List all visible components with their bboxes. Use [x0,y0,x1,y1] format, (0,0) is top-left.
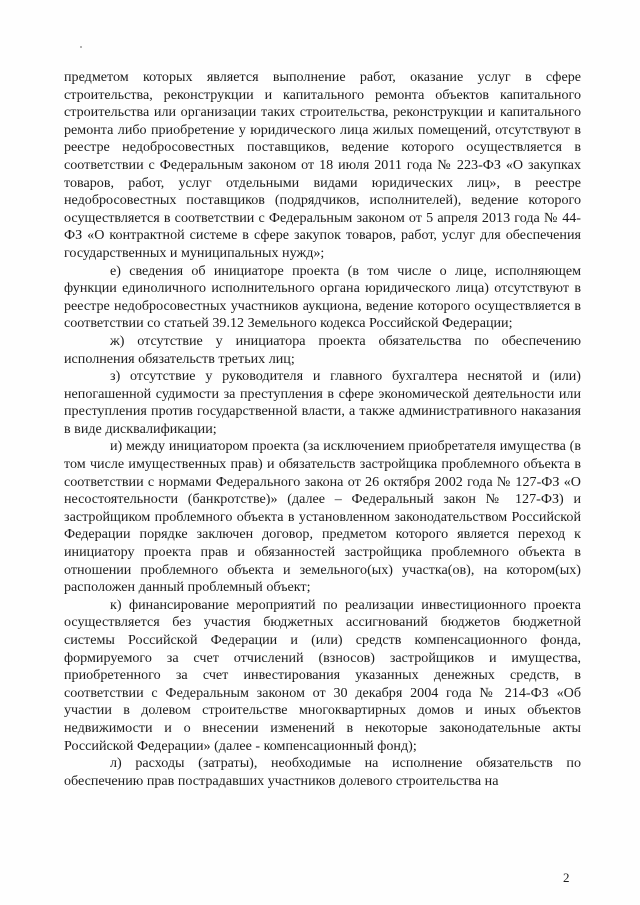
paragraph-continuation: предметом которых является выполнение работ, оказание услуг в сфере строительства, реконструкции и капитального ремонта объектов капитального строительства или организации таких строительства, реконструкции и капитального ремонта либо приобретение у юридического лица жилых помещений, отсутствуют в реестре недобросовестных поставщиков, ведение которого осуществляется в соответствии с Федеральным законом от 18 июля 2011 года № 223-ФЗ «О закупках товаров, работ, услуг отдельными видами юридических лиц», в реестре недобросовестных поставщиков (подрядчиков, исполнителей), ведение которого осуществляется в соответствии с Федеральным законом от 5 апреля 2013 года № 44-ФЗ «О контрактной системе в сфере закупок товаров, работ, услуг для обеспечения государственных и муниципальных нужд»; [64,69,581,261]
page-number: 2 [563,870,570,885]
paragraph-item-zh: ж) отсутствие у инициатора проекта обязательства по обеспечению исполнения обязательств третьих лиц; [64,332,581,367]
document-body [64,69,581,790]
paragraph-item-l: л) расходы (затраты), необходимые на исполнение обязательств по обеспечению прав пострадавших участников долевого строительства на [64,755,581,789]
paragraph-item-i: и) между инициатором проекта (за исключением приобретателя имущества (в том числе имущественных прав) и обязательств застройщика проблемного объекта в соответствии с нормами Федерального закона от 26 октября 2002 года № 127-ФЗ «О несостоятельности (банкротстве)» (далее – Федеральный закон № 127-ФЗ) и застройщиком проблемного объекта в установленном законодательством Российской Федерации порядке заключен договор, предметом которого является переход к инициатору проекта прав и обязанностей застройщика проблемного объекта в отношении проблемного объекта и земельного(ых) участка(ов), на котором(ых) расположен данный проблемный объект; [64,438,581,596]
scan-speck [80,46,82,48]
paragraph-item-e: е) сведения об инициаторе проекта (в том числе о лице, исполняющем функции единоличного исполнительного органа юридического лица) отсутствуют в реестре недобросовестных участников аукциона, ведение которого осуществляется в соответствии со статьей 39.12 Земельного кодекса Российской Федерации; [64,262,581,332]
paragraph-item-z: з) отсутствие у руководителя и главного бухгалтера неснятой и (или) непогашенной судимости за преступления в сфере экономической деятельности или преступления против государственной власти, а также административного наказания в виде дисквалификации; [64,368,581,437]
paragraph-item-k: к) финансирование мероприятий по реализации инвестиционного проекта осуществляется без участия бюджетных ассигнований бюджетов бюджетной системы Российской Федерации и (или) средств компенсационного фонда, формируемого за счет отчислений (взносов) застройщиков и имущества, приобретенного за счет инвестирования указанных денежных средств, в соответствии с Федеральным законом от 30 декабря 2004 года № 214-ФЗ «Об участии в долевом строительстве многоквартирных домов и иных объектов недвижимости и о внесении изменений в некоторые законодательные акты Российской Федерации» (далее - компенсационный фонд); [64,596,581,754]
